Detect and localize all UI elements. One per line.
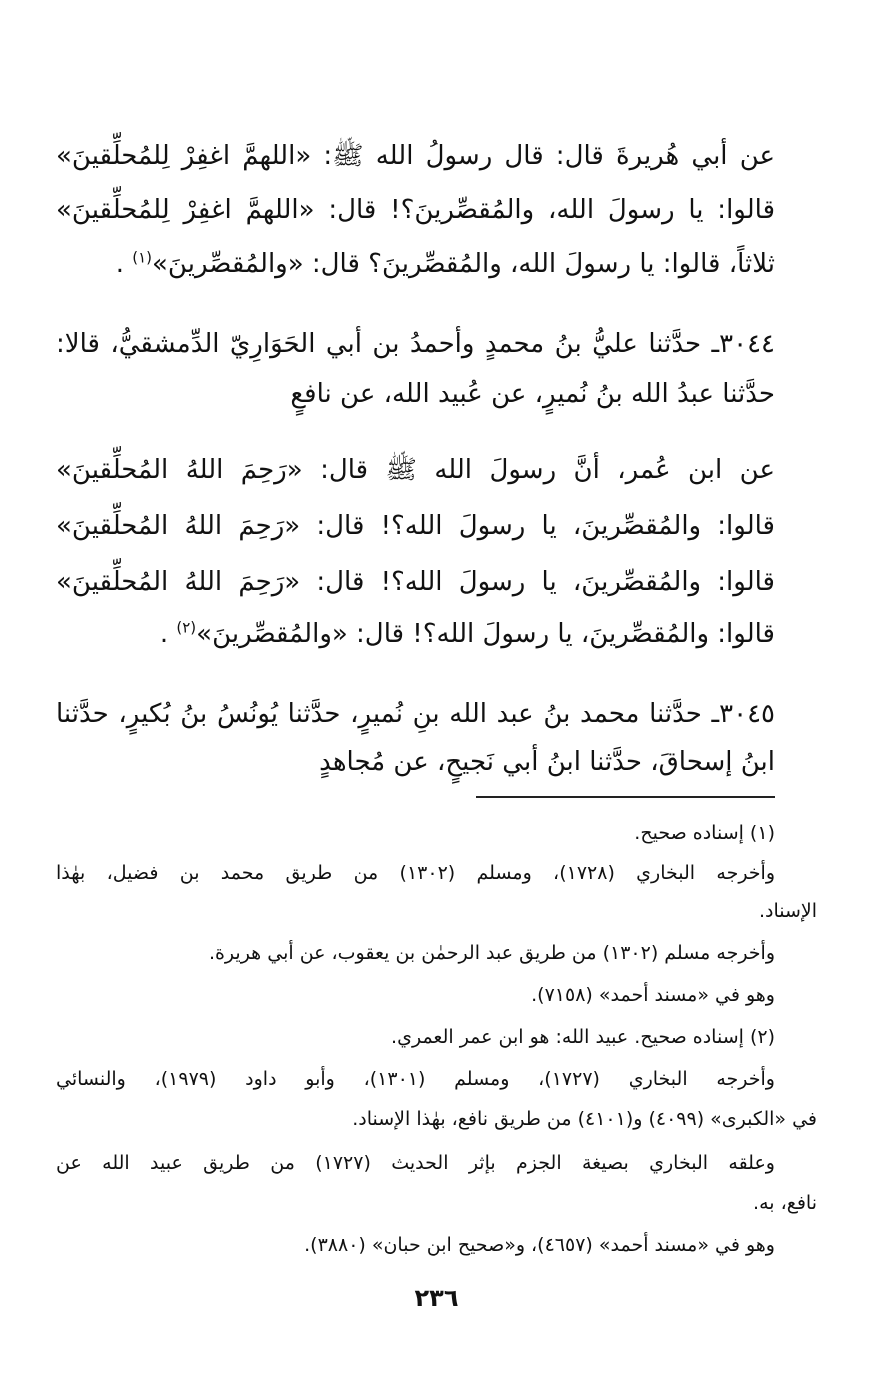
- footnote-line: وهو في «مسند أحمد» (٤٦٥٧)، و«صحيح ابن حبان» (٣٨٨٠).: [304, 1234, 775, 1256]
- body-line-with-footnote: [116, 244, 775, 284]
- body-line: قالوا: والمُقصِّرينَ، يا رسولَ الله؟! قال: «رَحِمَ اللهُ المُحلِّقينَ»: [56, 567, 775, 597]
- footnote-line: وأخرجه البخاري (١٧٢٧)، ومسلم (١٣٠١)، وأبو داود (١٩٧٩)، والنسائي: [56, 1068, 775, 1090]
- end-dot: .: [115, 249, 124, 279]
- body-line: حدَّثنا عبدُ الله بنُ نُميرٍ، عن عُبيد الله، عن نافعٍ: [290, 379, 775, 409]
- footnote-line: (١) إسناده صحيح.: [634, 822, 775, 844]
- hadith-number-line: ٣٠٤٥ـ حدَّثنا محمد بنُ عبد الله بنِ نُميرٍ، حدَّثنا يُونُسُ بنُ بُكيرٍ، حدَّثنا: [56, 699, 775, 729]
- page-number: ٢٣٦: [414, 1284, 459, 1312]
- footnote-line: وأخرجه البخاري (١٧٢٨)، ومسلم (١٣٠٢) من طريق محمد بن فضيل، بهٰذا: [56, 862, 775, 884]
- footnote-line: الإسناد.: [758, 900, 817, 922]
- body-line: ابنُ إسحاقَ، حدَّثنا ابنُ أبي نَجيحٍ، عن مُجاهدٍ: [319, 747, 775, 777]
- body-line: عن ابن عُمر، أنَّ رسولَ الله ﷺ قال: «رَحِمَ اللهُ المُحلِّقينَ»: [56, 455, 775, 485]
- body-line: قالوا: يا رسولَ الله، والمُقصِّرينَ؟! قال: «اللهمَّ اغفِرْ لِلمُحلِّقينَ»: [56, 195, 775, 225]
- hadith-number-line: ٣٠٤٤ـ حدَّثنا عليُّ بنُ محمدٍ وأحمدُ بن أبي الحَوَارِيّ الدِّمشقيُّ، قالا:: [56, 329, 775, 359]
- body-line: عن أبي هُريرةَ قال: قال رسولُ الله ﷺ: «اللهمَّ اغفِرْ لِلمُحلِّقينَ»: [56, 141, 775, 171]
- footnote-line: في «الكبرى» (٤٠٩٩) و(٤١٠١) من طريق نافع، بهٰذا الإسناد.: [352, 1108, 817, 1130]
- footnote-line: وهو في «مسند أحمد» (٧١٥٨).: [531, 984, 775, 1006]
- body-line-text: ثلاثاً، قالوا: يا رسولَ الله، والمُقصِّرينَ؟ قال: «والمُقصِّرينَ»: [152, 249, 775, 279]
- body-line-text: قالوا: والمُقصِّرينَ، يا رسولَ الله؟! قال: «والمُقصِّرينَ»: [196, 619, 775, 649]
- footnote-line: وأخرجه مسلم (١٣٠٢) من طريق عبد الرحمٰن بن يعقوب، عن أبي هريرة.: [208, 942, 775, 964]
- body-line: قالوا: والمُقصِّرينَ، يا رسولَ الله؟! قال: «رَحِمَ اللهُ المُحلِّقينَ»: [56, 511, 775, 541]
- footnote-line: وعلقه البخاري بصيغة الجزم بإثر الحديث (١٧٢٧) من طريق عبيد الله عن: [56, 1152, 775, 1174]
- footnote-line: (٢) إسناده صحيح. عبيد الله: هو ابن عمر العمري.: [391, 1026, 775, 1048]
- footnote-reference-2: (٢): [176, 618, 197, 637]
- end-dot: .: [159, 619, 169, 649]
- footnote-separator: [476, 796, 775, 798]
- footnote-reference-1: (١): [132, 248, 153, 267]
- footnote-line: نافع، به.: [753, 1192, 817, 1214]
- body-line-with-footnote: [160, 614, 775, 654]
